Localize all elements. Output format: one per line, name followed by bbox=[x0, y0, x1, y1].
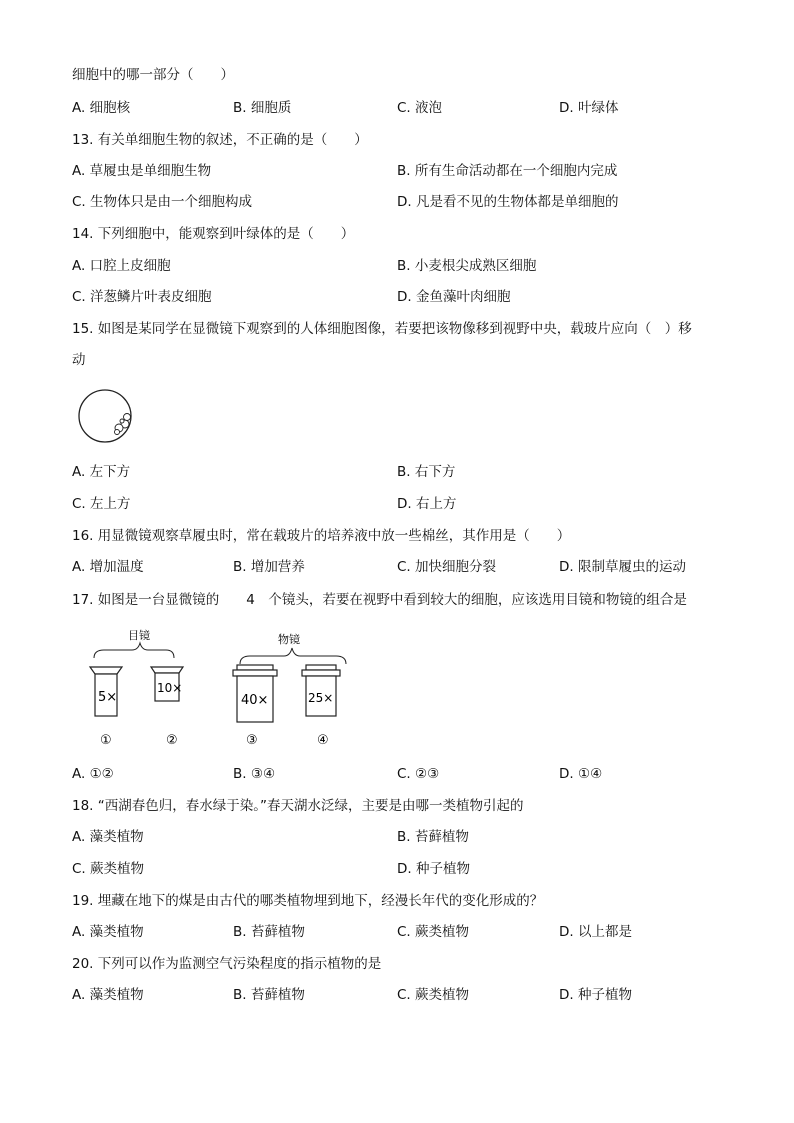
q19-option-b: B. 苔藓植物 bbox=[233, 924, 305, 940]
q15-option-d: D. 右上方 bbox=[397, 496, 457, 512]
microscope-field-figure bbox=[72, 388, 140, 444]
cell-cluster-icon bbox=[115, 414, 131, 435]
q14-option-b: B. 小麦根尖成熟区细胞 bbox=[397, 258, 537, 274]
q17-option-d: D. ①④ bbox=[559, 766, 603, 782]
q12-option-c: C. 液泡 bbox=[397, 100, 443, 116]
microscope-lenses-figure bbox=[80, 628, 350, 753]
lens-2-magnification: 10× bbox=[157, 681, 183, 695]
q17-option-a: A. ①② bbox=[72, 766, 114, 782]
q20-stem: 20. 下列可以作为监测空气污染程度的指示植物的是 bbox=[72, 956, 382, 972]
q16-option-d: D. 限制草履虫的运动 bbox=[559, 559, 686, 575]
q17-option-b: B. ③④ bbox=[233, 766, 276, 782]
q19-option-a: A. 藻类植物 bbox=[72, 924, 144, 940]
q13-option-a: A. 草履虫是单细胞生物 bbox=[72, 163, 212, 179]
q16-option-b: B. 增加营养 bbox=[233, 559, 305, 575]
q13-stem: 13. 有关单细胞生物的叙述，不正确的是（ ） bbox=[72, 132, 368, 148]
q16-stem: 16. 用显微镜观察草履虫时，常在载玻片的培养液中放一些棉丝，其作用是（ ） bbox=[72, 528, 571, 544]
q18-stem: 18. “西湖春色归，春水绿于染。”春天湖水泛绿，主要是由哪一类植物引起的 bbox=[72, 798, 524, 814]
q12-option-b: B. 细胞质 bbox=[233, 100, 292, 116]
objective-brace bbox=[240, 648, 346, 664]
lens-1-number: ① bbox=[100, 733, 112, 748]
q17-option-c: C. ②③ bbox=[397, 766, 440, 782]
lens-2-number: ② bbox=[166, 733, 178, 748]
q15-option-c: C. 左上方 bbox=[72, 496, 131, 512]
lens-4-number: ④ bbox=[317, 733, 329, 748]
objective-label: 物镜 bbox=[278, 633, 300, 646]
q14-option-d: D. 金鱼藻叶肉细胞 bbox=[397, 289, 511, 305]
q20-option-d: D. 种子植物 bbox=[559, 987, 632, 1003]
q19-stem: 19. 埋藏在地下的煤是由古代的哪类植物埋到地下，经漫长年代的变化形成的？ bbox=[72, 893, 544, 909]
lens-3-magnification: 40× bbox=[241, 693, 269, 708]
eyepiece-label: 目镜 bbox=[128, 629, 150, 642]
q20-option-c: C. 蕨类植物 bbox=[397, 987, 470, 1003]
lens-3-number: ③ bbox=[246, 733, 258, 748]
q20-option-a: A. 藻类植物 bbox=[72, 987, 144, 1003]
q18-option-d: D. 种子植物 bbox=[397, 861, 470, 877]
q16-option-a: A. 增加温度 bbox=[72, 559, 144, 575]
lens-4-magnification: 25× bbox=[308, 691, 334, 705]
q17-stem: 17. 如图是一台显微镜的 4 个镜头，若要在视野中看到较大的细胞，应该选用目镜和物镜的组合是 bbox=[72, 592, 687, 608]
q12-option-d: D. 叶绿体 bbox=[559, 100, 619, 116]
q19-option-d: D. 以上都是 bbox=[559, 924, 632, 940]
q15-option-b: B. 右下方 bbox=[397, 464, 456, 480]
q18-option-b: B. 苔藓植物 bbox=[397, 829, 469, 845]
q20-option-b: B. 苔藓植物 bbox=[233, 987, 305, 1003]
q12-stem-end: 细胞中的哪一部分（ ） bbox=[72, 67, 234, 83]
q14-stem: 14. 下列细胞中，能观察到叶绿体的是（ ） bbox=[72, 226, 355, 242]
q13-option-d: D. 凡是看不见的生物体都是单细胞的 bbox=[397, 194, 619, 210]
q19-option-c: C. 蕨类植物 bbox=[397, 924, 470, 940]
q14-option-c: C. 洋葱鳞片叶表皮细胞 bbox=[72, 289, 212, 305]
eyepiece-brace bbox=[94, 643, 174, 658]
q15-option-a: A. 左下方 bbox=[72, 464, 131, 480]
q16-option-c: C. 加快细胞分裂 bbox=[397, 559, 497, 575]
q15-stem-line2: 动 bbox=[72, 352, 86, 368]
lens-1-magnification: 5× bbox=[98, 690, 118, 705]
q13-option-b: B. 所有生命活动都在一个细胞内完成 bbox=[397, 163, 618, 179]
q13-option-c: C. 生物体只是由一个细胞构成 bbox=[72, 194, 253, 210]
q18-option-a: A. 藻类植物 bbox=[72, 829, 144, 845]
q15-stem-line1: 15. 如图是某同学在显微镜下观察到的人体细胞图像，若要把该物像移到视野中央，载玻片应向（ ）移 bbox=[72, 321, 692, 337]
q14-option-a: A. 口腔上皮细胞 bbox=[72, 258, 171, 274]
q18-option-c: C. 蕨类植物 bbox=[72, 861, 145, 877]
q12-option-a: A. 细胞核 bbox=[72, 100, 131, 116]
